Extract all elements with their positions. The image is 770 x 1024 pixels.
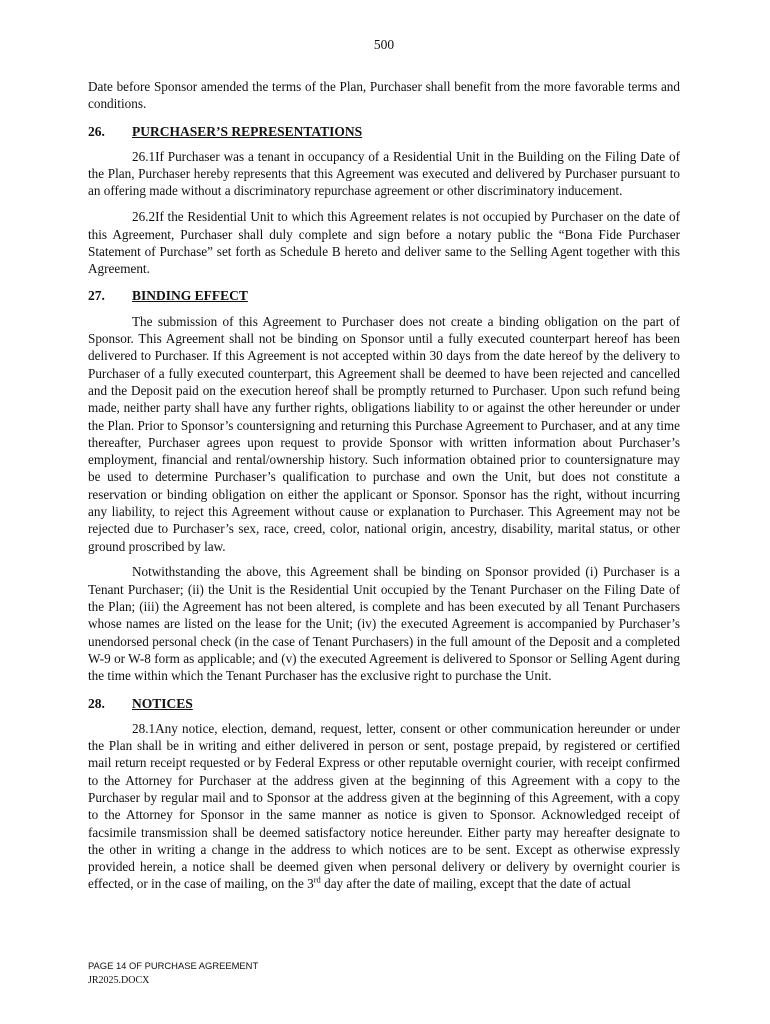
paragraph-26-2: 26.2If the Residential Unit to which this Agreement relates is not occupied by Purchaser on the date of this Agreement, Purchaser shall duly complete and sign before a notary public the “Bona Fide Purchaser Statement of Purchase” set forth as Schedule B hereto and deliver same to the Selling Agent together with this Agreement. bbox=[88, 209, 680, 277]
page-footer bbox=[88, 958, 488, 988]
paragraph-28-1 bbox=[88, 720, 680, 893]
intro-continuation-paragraph: Date before Sponsor amended the terms of the Plan, Purchaser shall benefit from the more favorable terms and conditions. bbox=[88, 79, 680, 112]
paragraph-28-1-text-continued: day after the date of mailing, except that the date of actual bbox=[320, 876, 631, 892]
paragraph-27-binding-effect: The submission of this Agreement to Purchaser does not create a binding obligation on the part of Sponsor. This Agreement shall not be binding on Sponsor until a fully executed counterpart hereof has been delivered to Purchaser. If this Agreement is not accepted within 30 days from the date hereof by the delivery to Purchaser of a fully executed counterpart, this Agreement shall be deemed to have been rejected and cancelled and the Deposit paid on the execution hereof shall be promptly returned to Purchaser. Upon such refund being made, neither party shall have any further rights, obligations liability to or against the other hereunder or under the Plan. Prior to Sponsor’s countersigning and returning this Purchase Agreement to Purchaser, and at any time thereafter, Purchaser agrees upon request to provide Sponsor with written information about Purchaser’s employment, financial and rental/ownership history. Such information obtained prior to countersignature may be used to determine Purchaser’s qualification to purchase and own the Unit, but does not constitute a reservation or binding obligation on either the applicant or Sponsor. Sponsor has the right, without incurring any liability, to reject this Agreement without cause or explanation to Purchaser. This Agreement may not be rejected due to Purchaser’s sex, race, creed, color, national origin, ancestry, disability, marital status, or other ground proscribed by law. bbox=[88, 313, 680, 554]
paragraph-28-1-text: 28.1Any notice, election, demand, request, letter, consent or other communication hereunder or under the Plan shall be in writing and either delivered in person or sent, postage prepaid, by registered or certified mail return receipt requested or by Federal Express or other reputable overnight courier, with receipt confirmed to the Attorney for Purchaser at the address given at the beginning of this Agreement with a copy to the Purchaser by regular mail and to Sponsor at the address given at the beginning of this Agreement, with a copy to the Attorney for Sponsor in the same manner as notice is given to Sponsor. Acknowledged receipt of facsimile transmission shall be deemed satisfactory notice hereunder. Either party may hereafter designate to the other in writing a change in the address to which notices are to be sent. Except as otherwise expressly provided herein, a notice shall be deemed given when personal delivery or delivery by overnight courier is effected, or in the case of mailing, on the 3 bbox=[88, 720, 680, 892]
page-number: 500 bbox=[373, 37, 395, 52]
section-number: 28. bbox=[88, 695, 105, 711]
section-number: 27. bbox=[88, 288, 105, 304]
section-heading-27 bbox=[88, 287, 680, 304]
section-heading-26 bbox=[88, 123, 680, 140]
section-title: NOTICES bbox=[132, 695, 193, 711]
footer-file-name: JR2025.DOCX bbox=[88, 975, 150, 986]
page-body bbox=[88, 78, 680, 893]
footer-page-label: PAGE 14 OF PURCHASE AGREEMENT bbox=[88, 960, 259, 971]
section-title: PURCHASER’S REPRESENTATIONS bbox=[132, 123, 363, 139]
section-number: 26. bbox=[88, 123, 105, 139]
paragraph-26-1: 26.1If Purchaser was a tenant in occupancy of a Residential Unit in the Building on the Filing Date of the Plan, Purchaser hereby represents that this Agreement was executed and delivered by Purchaser pursuant to an offering made without a discriminatory repurchase agreement or other discriminatory inducement. bbox=[88, 148, 680, 199]
paragraph-27-notwithstanding: Notwithstanding the above, this Agreement shall be binding on Sponsor provided (i) Purchaser is a Tenant Purchaser; (ii) the Unit is the Residential Unit occupied by the Tenant Purchaser on the Filing Date of the Plan; (iii) the Agreement has not been altered, is complete and has been executed by all Tenant Purchasers whose names are listed on the lease for the Unit; (iv) the executed Agreement is accompanied by Purchaser’s unendorsed personal check (in the case of Tenant Purchasers) in the full amount of the Deposit and a completed W-9 or W-8 form as applicable; and (v) the executed Agreement is delivered to Sponsor or Selling Agent during the time within which the Tenant Purchaser has the exclusive right to purchase the Unit. bbox=[88, 564, 680, 684]
section-title: BINDING EFFECT bbox=[132, 288, 248, 304]
document-page bbox=[88, 0, 680, 1024]
ordinal-superscript: rd bbox=[313, 875, 321, 886]
section-heading-28 bbox=[88, 695, 680, 712]
